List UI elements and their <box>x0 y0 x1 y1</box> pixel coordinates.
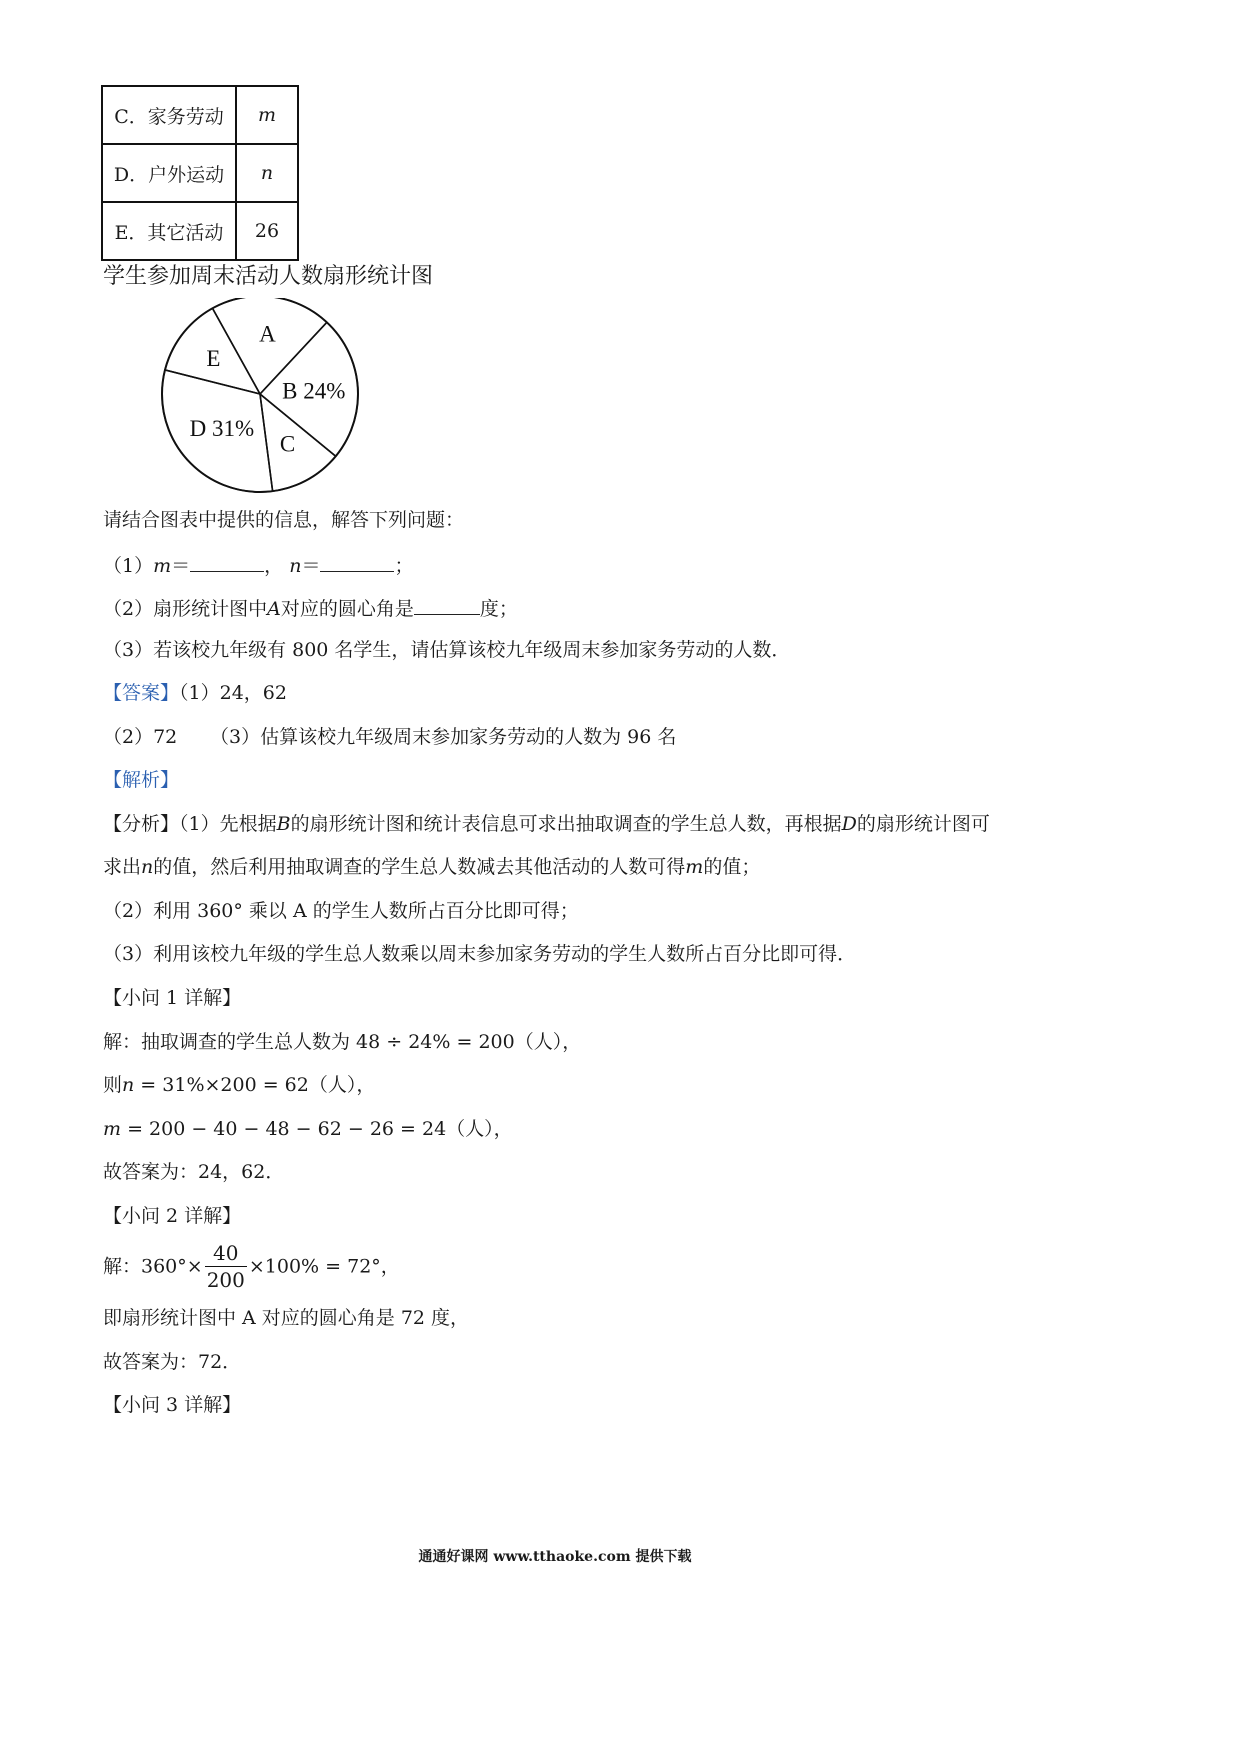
question-1 <box>103 551 413 578</box>
pie-label-c: C <box>279 431 296 457</box>
fx2-e: 的值； <box>703 856 761 878</box>
table-cell-value: 26 <box>236 202 298 260</box>
table-cell-label: D．户外运动 <box>102 144 236 202</box>
fx1-a: （1）先根据 <box>179 813 277 835</box>
part2-formula <box>103 1240 400 1293</box>
analysis-fx-label: 【分析】 <box>103 813 180 835</box>
analysis-label: 【解析】 <box>103 769 180 791</box>
q1-prefix: （1） <box>103 555 154 577</box>
formula-suffix: ×100% = 72°， <box>248 1255 400 1278</box>
table-cell-value: n <box>236 144 298 202</box>
q1-eq2: ＝ <box>301 555 321 577</box>
var-d: D <box>841 813 857 835</box>
p1l2-c: = 31%×200 = 62（人）， <box>134 1074 376 1096</box>
blank-n <box>320 551 394 572</box>
part1-line-2 <box>103 1073 375 1097</box>
answer-2: （2）72 <box>103 726 178 748</box>
analysis-line-4: （3）利用该校九年级的学生总人数乘以周末参加家务劳动的学生人数所占百分比即可得． <box>103 943 857 965</box>
part2-line-3: 故答案为：72． <box>103 1351 242 1373</box>
q2-prefix: （2）扇形统计图中 <box>103 598 268 620</box>
answer-3: （3）估算该校九年级周末参加家务劳动的人数为 96 名 <box>210 726 677 748</box>
var-n-3: n <box>122 1074 135 1096</box>
table-row <box>102 202 298 260</box>
q1-sep: ， <box>264 555 284 577</box>
fx2-c: 的值，然后利用抽取调查的学生总人数减去其他活动的人数可得 <box>153 856 686 878</box>
question-2 <box>103 594 518 621</box>
question-intro: 请结合图表中提供的信息，解答下列问题： <box>103 509 465 531</box>
var-m-2: m <box>685 856 704 878</box>
fraction <box>205 1240 247 1293</box>
table-cell-value: m <box>236 86 298 144</box>
fraction-denominator: 200 <box>206 1268 245 1292</box>
part1-heading: 【小问 1 详解】 <box>103 987 242 1009</box>
pie-label-b: B 24% <box>282 378 346 404</box>
var-a: A <box>267 598 281 620</box>
analysis-line-2 <box>103 855 760 879</box>
pie-label-a: A <box>259 321 276 347</box>
pie-chart <box>150 298 365 498</box>
table-cell-label: C．家务劳动 <box>102 86 236 144</box>
question-3: （3）若该校九年级有 800 名学生，请估算该校九年级周末参加家务劳动的人数． <box>103 639 791 661</box>
pie-label-e: E <box>206 346 221 372</box>
table-cell-label: E．其它活动 <box>102 202 236 260</box>
part1-line-1: 解：抽取调查的学生总人数为 48 ÷ 24% = 200（人）， <box>103 1031 582 1053</box>
fx1-c: 的扇形统计图和统计表信息可求出抽取调查的学生总人数，再根据 <box>290 813 842 835</box>
q2-mid: 对应的圆心角是 <box>280 598 414 620</box>
fx1-e: 的扇形统计图可 <box>856 813 990 835</box>
answer-1: （1）24，62 <box>179 682 287 704</box>
var-n-2: n <box>141 856 154 878</box>
part1-line-3 <box>103 1117 513 1141</box>
stats-table <box>101 85 299 261</box>
analysis-line-3: （2）利用 360° 乘以 A 的学生人数所占百分比即可得； <box>103 900 579 922</box>
pie-label-d: D 31% <box>189 415 255 441</box>
var-n: n <box>289 555 302 577</box>
analysis-line-1 <box>103 812 990 836</box>
fx2-a: 求出 <box>103 856 142 878</box>
fraction-numerator: 40 <box>205 1240 247 1267</box>
q2-end: 度； <box>479 598 518 620</box>
part1-line-4: 故答案为：24，62． <box>103 1161 285 1183</box>
q1-eq: ＝ <box>171 555 191 577</box>
part3-heading: 【小问 3 详解】 <box>103 1394 242 1416</box>
part2-line-2: 即扇形统计图中 A 对应的圆心角是 72 度， <box>103 1307 470 1329</box>
q1-end: ； <box>394 555 414 577</box>
formula-prefix: 解：360°× <box>103 1255 203 1278</box>
p1l2-a: 则 <box>103 1074 123 1096</box>
answer-line <box>103 681 287 705</box>
chart-title: 学生参加周末活动人数扇形统计图 <box>103 264 434 289</box>
var-m: m <box>153 555 172 577</box>
p1l3-b: = 200 − 40 − 48 − 62 − 26 = 24（人）， <box>121 1118 513 1140</box>
var-m-3: m <box>103 1118 122 1140</box>
part2-heading: 【小问 2 详解】 <box>103 1205 242 1227</box>
answer-label: 【答案】 <box>103 682 180 704</box>
blank-m <box>190 551 264 572</box>
var-b: B <box>276 813 291 835</box>
footer-watermark: 通通好课网 www.tthaoke.com 提供下载 <box>418 1549 692 1565</box>
blank-angle <box>414 594 480 615</box>
table-row <box>102 86 298 144</box>
table-row <box>102 144 298 202</box>
